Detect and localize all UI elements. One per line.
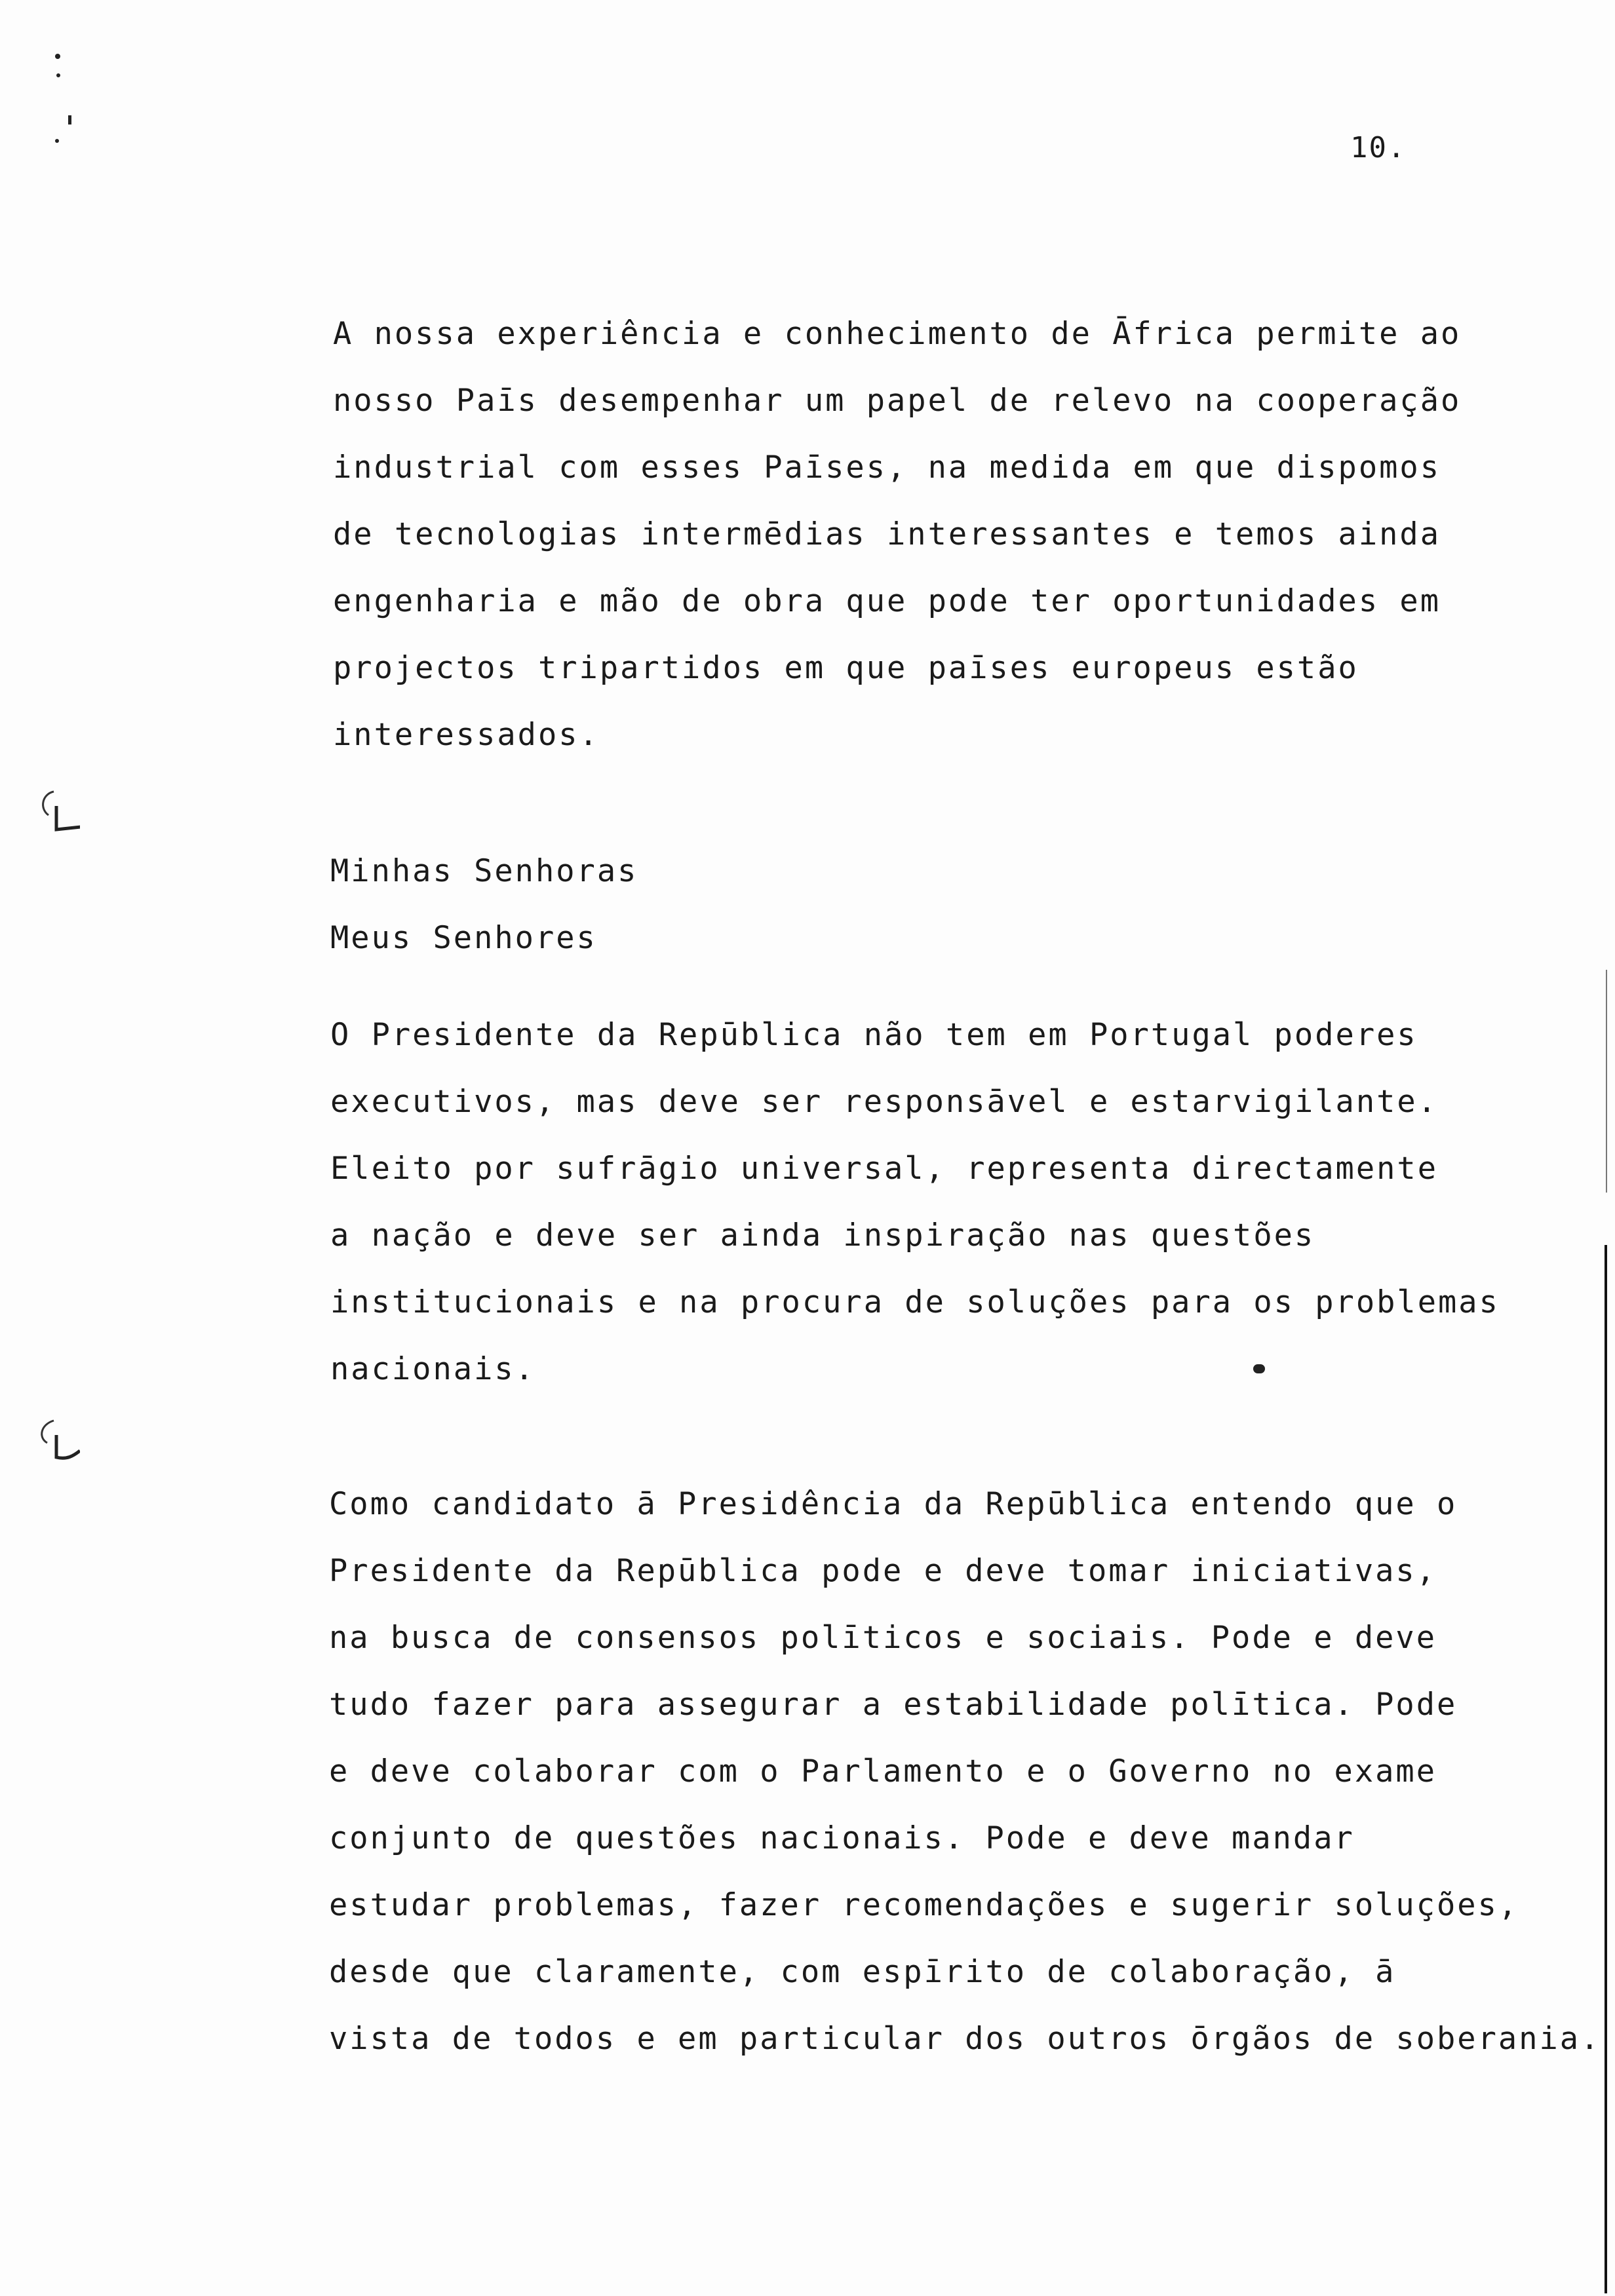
page-number: 10. — [1350, 131, 1407, 164]
text-line: nacionais. — [330, 1351, 535, 1387]
text-line: vista de todos e em particular dos outros ōrgãos de soberania. — [329, 2021, 1601, 2057]
text-line: industrial com esses Paīses, na medida em que dispomos — [333, 450, 1441, 486]
text-line: O Presidente da Repūblica não tem em Portugal poderes — [330, 1017, 1418, 1053]
text-line: executivos, mas deve ser responsāvel e estarvigilante. — [330, 1084, 1439, 1120]
page-edge-line — [1606, 970, 1607, 1193]
text-line: e deve colaborar com o Parlamento e o Governo no exame — [329, 1753, 1437, 1789]
text-line: conjunto de questões nacionais. Pode e deve mandar — [329, 1820, 1355, 1856]
text-line: Presidente da Repūblica pode e deve tomar iniciativas, — [329, 1553, 1437, 1589]
punch-hole-mark-icon — [34, 786, 80, 839]
scan-speck — [68, 115, 71, 124]
scan-speck — [55, 139, 59, 143]
text-line: de tecnologias intermēdias interessantes e temos ainda — [333, 516, 1441, 552]
text-line: estudar problemas, fazer recomendações e sugerir soluções, — [329, 1887, 1519, 1923]
scan-speck — [55, 54, 60, 59]
punch-hole-mark-icon — [34, 1415, 80, 1468]
text-line: desde que claramente, com espīrito de colaboração, ā — [329, 1954, 1396, 1990]
text-line: na busca de consensos polīticos e sociais. Pode e deve — [329, 1620, 1437, 1656]
text-line: interessados. — [333, 717, 600, 753]
text-line: nosso Paīs desempenhar um papel de relevo na cooperação — [333, 383, 1462, 419]
text-line: engenharia e mão de obra que pode ter oportunidades em — [333, 583, 1441, 619]
text-line: institucionais e na procura de soluções para os problemas — [330, 1284, 1500, 1320]
text-line: Minhas Senhoras — [330, 853, 638, 889]
text-line: tudo fazer para assegurar a estabilidade polītica. Pode — [329, 1687, 1458, 1723]
scan-speck — [56, 73, 60, 77]
text-line: Meus Senhores — [330, 920, 597, 956]
text-line: a nação e deve ser ainda inspiração nas questões — [330, 1217, 1315, 1253]
ink-blot — [1253, 1364, 1265, 1373]
text-line: projectos tripartidos em que paīses europeus estão — [333, 650, 1359, 686]
text-line: A nossa experiência e conhecimento de Āfrica permite ao — [333, 316, 1462, 352]
text-line: Como candidato ā Presidência da Repūblica entendo que o — [329, 1486, 1458, 1522]
text-line: Eleito por sufrāgio universal, representa directamente — [330, 1151, 1439, 1187]
page-edge-line — [1605, 1245, 1607, 2293]
